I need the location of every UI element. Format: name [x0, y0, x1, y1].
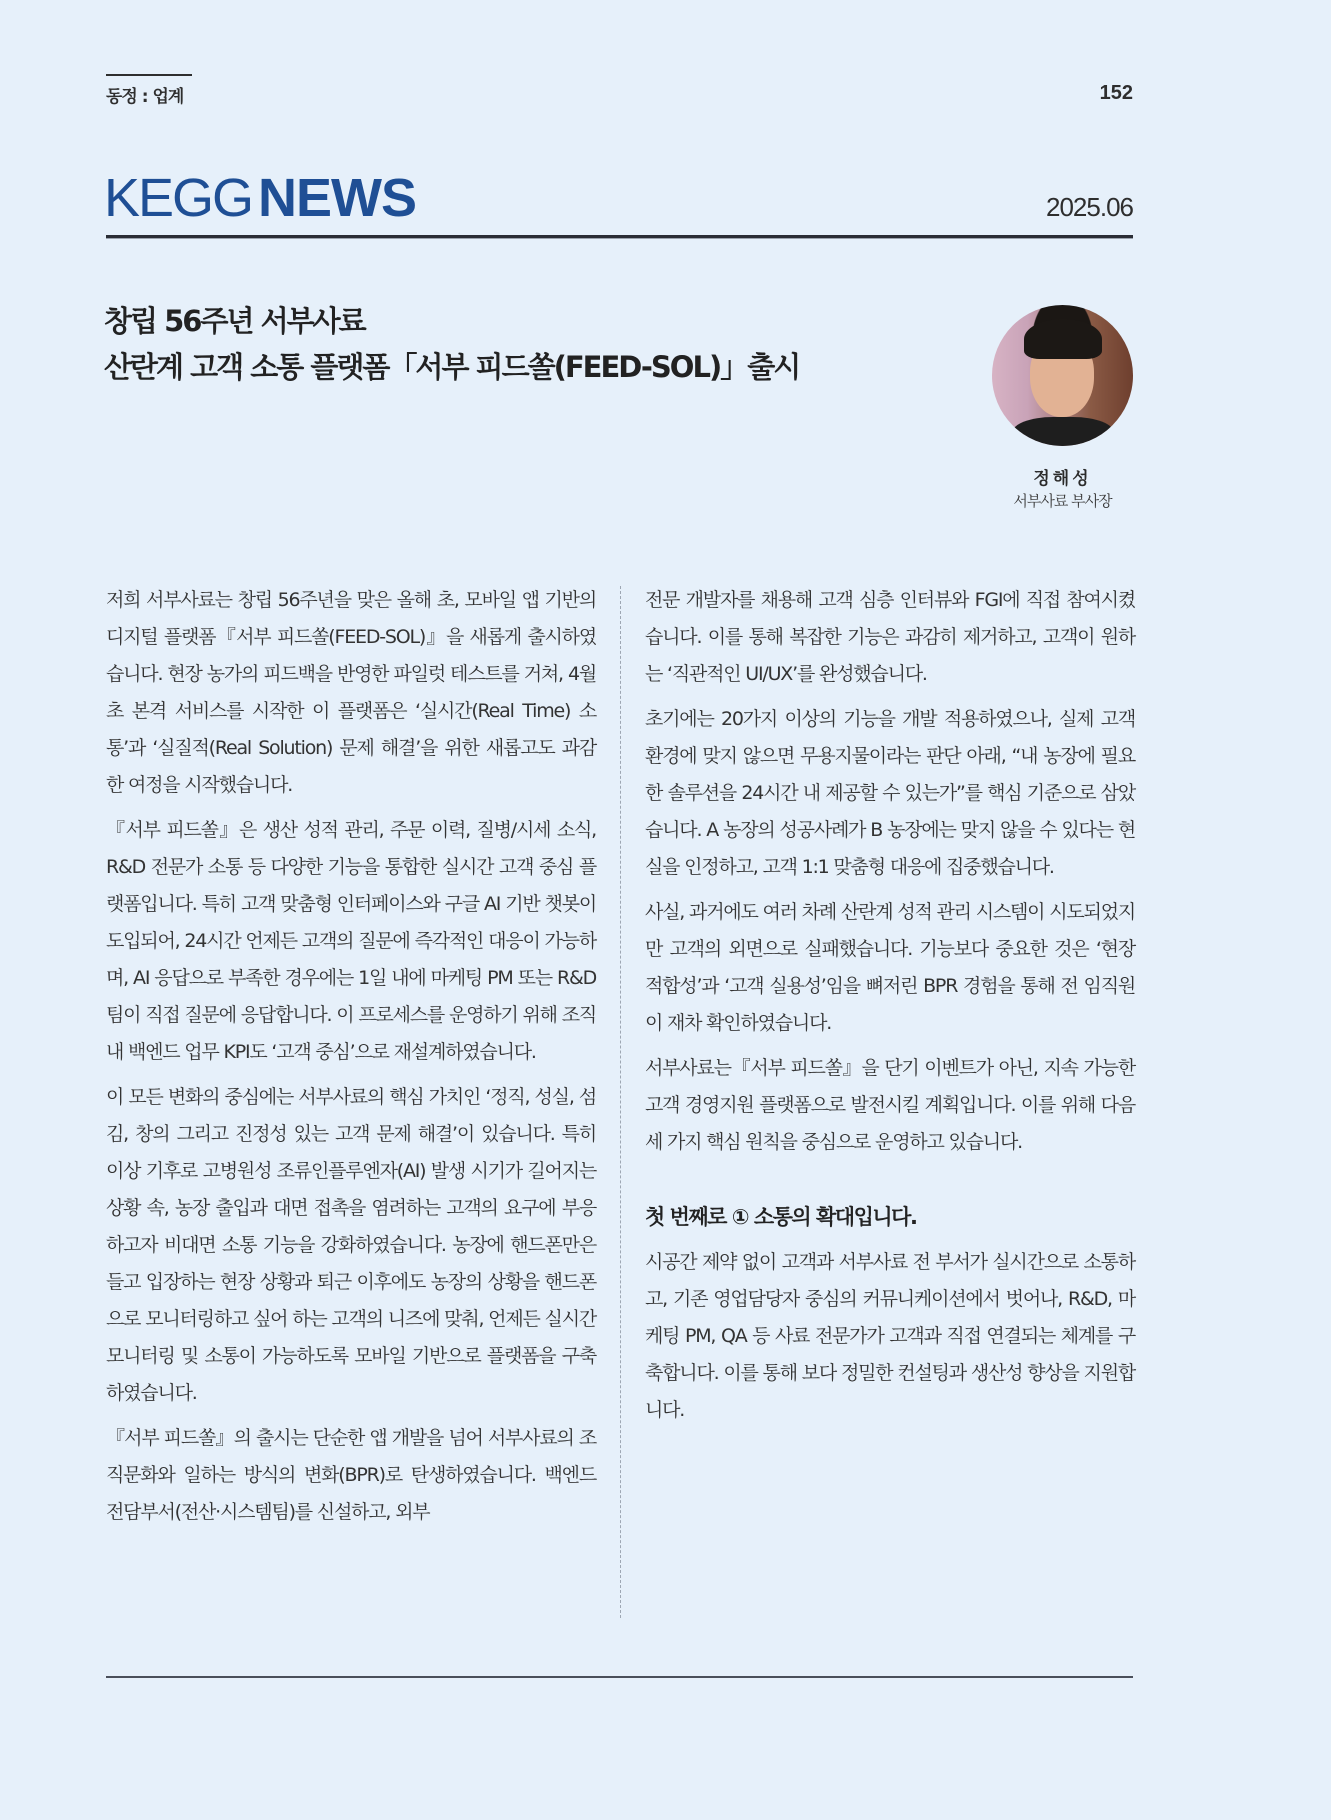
- headline-line-1: 창립 56주년 서부사료: [104, 304, 365, 338]
- article-headline: [104, 298, 799, 390]
- paragraph: 『서부 피드쏠』의 출시는 단순한 앱 개발을 넘어 서부사료의 조직문화와 일하는 방식의 변화(BPR)로 탄생하였습니다. 백엔드 전담부서(전산·시스템팀)를 신설하고, 외부: [106, 1427, 596, 1523]
- page-number: 152: [1099, 82, 1133, 104]
- author-photo-shirt: [1012, 417, 1114, 446]
- author-name: 정해성: [1033, 469, 1092, 489]
- paragraph: 전문 개발자를 채용해 고객 심층 인터뷰와 FGI에 직접 참여시켰습니다. 이를 통해 복잡한 기능은 과감히 제거하고, 고객이 원하는 ‘직관적인 UI/UX’를 완성했습니다.: [645, 589, 1135, 685]
- paragraph: 저희 서부사료는 창립 56주년을 맞은 올해 초, 모바일 앱 기반의 디지털 플랫폼『서부 피드쏠(FEED-SOL)』을 새롭게 출시하였습니다. 현장 농가의 피드백을 반영한 파일럿 테스트를 거쳐, 4월 초 본격 서비스를 시작한 이 플랫폼은 ‘실시간(Real Time) 소통’과 ‘실질적(Real Solution) 문제 해결’을 위한 새롭고도 과감한 여정을 시작했습니다.: [106, 589, 596, 796]
- paragraph: 시공간 제약 없이 고객과 서부사료 전 부서가 실시간으로 소통하고, 기존 영업담당자 중심의 커뮤니케이션에서 벗어나, R&D, 마케팅 PM, QA 등 사료 전문가가 고객과 직접 연결되는 체계를 구축합니다. 이를 통해 보다 정밀한 컨설팅과 생산성 향상을 지원합니다.: [645, 1251, 1135, 1421]
- paragraph: 서부사료는『서부 피드쏠』을 단기 이벤트가 아닌, 지속 가능한 고객 경영지원 플랫폼으로 발전시킬 계획입니다. 이를 위해 다음 세 가지 핵심 원칙을 중심으로 운영하고 있습니다.: [645, 1057, 1135, 1153]
- paragraph: 초기에는 20가지 이상의 기능을 개발 적용하였으나, 실제 고객 환경에 맞지 않으면 무용지물이라는 판단 아래, “내 농장에 필요한 솔루션을 24시간 내 제공할 수 있는가”를 핵심 기준으로 삼았습니다. A 농장의 성공사례가 B 농장에는 맞지 않을 수 있다는 현실을 인정하고, 고객 1:1 맞춤형 대응에 집중했습니다.: [645, 708, 1135, 878]
- kegg-news-logo: [104, 166, 416, 230]
- paragraph: 사실, 과거에도 여러 차례 산란계 성적 관리 시스템이 시도되었지만 고객의 외면으로 실패했습니다. 기능보다 중요한 것은 ‘현장 적합성’과 ‘고객 실용성’임을 뼈저린 BPR 경험을 통해 전 임직원이 재차 확인하였습니다.: [645, 901, 1135, 1034]
- headline-line-2: 산란계 고객 소통 플랫폼「서부 피드쏠(FEED-SOL)」출시: [104, 350, 800, 384]
- author-title: 서부사료 부사장: [1013, 492, 1112, 510]
- footer-divider: [106, 1676, 1133, 1678]
- article-left-column: [106, 582, 596, 1539]
- header-divider: [106, 235, 1133, 239]
- column-divider: [620, 586, 621, 1618]
- section-subheading: 첫 번째로 ① 소통의 확대입니다.: [645, 1205, 917, 1229]
- logo-kegg-text: KEGG: [104, 168, 253, 228]
- paragraph: 이 모든 변화의 중심에는 서부사료의 핵심 가치인 ‘정직, 성실, 섬김, 창의 그리고 진정성 있는 고객 문제 해결’이 있습니다. 특히 이상 기후로 고병원성 조류인플루엔자(AI) 발생 시기가 길어지는 상황 속, 농장 출입과 대면 접촉을 염려하는 고객의 요구에 부응하고자 비대면 소통 기능을 강화하였습니다. 농장에 핸드폰만은 들고 입장하는 현장 상황과 퇴근 이후에도 농장의 상황을 핸드폰으로 모니터링하고 싶어 하는 고객의 니즈에 맞춰, 언제든 실시간 모니터링 및 소통이 가능하도록 모바일 기반으로 플랫폼을 구축하였습니다.: [106, 1086, 596, 1404]
- paragraph: 『서부 피드쏠』은 생산 성적 관리, 주문 이력, 질병/시세 소식, R&D 전문가 소통 등 다양한 기능을 통합한 실시간 고객 중심 플랫폼입니다. 특히 고객 맞춤형 인터페이스와 구글 AI 기반 챗봇이 도입되어, 24시간 언제든 고객의 질문에 즉각적인 대응이 가능하며, AI 응답으로 부족한 경우에는 1일 내에 마케팅 PM 또는 R&D팀이 직접 질문에 응답합니다. 이 프로세스를 운영하기 위해 조직 내 백엔드 업무 KPI도 ‘고객 중심’으로 재설계하였습니다.: [106, 819, 596, 1063]
- author-photo: [992, 305, 1133, 446]
- author-photo-hair: [1024, 319, 1102, 359]
- issue-date: 2025.06: [1046, 192, 1133, 222]
- section-tag: 동정 : 업계: [106, 74, 192, 107]
- article-right-column: [645, 582, 1135, 1437]
- logo-news-text: NEWS: [258, 168, 417, 228]
